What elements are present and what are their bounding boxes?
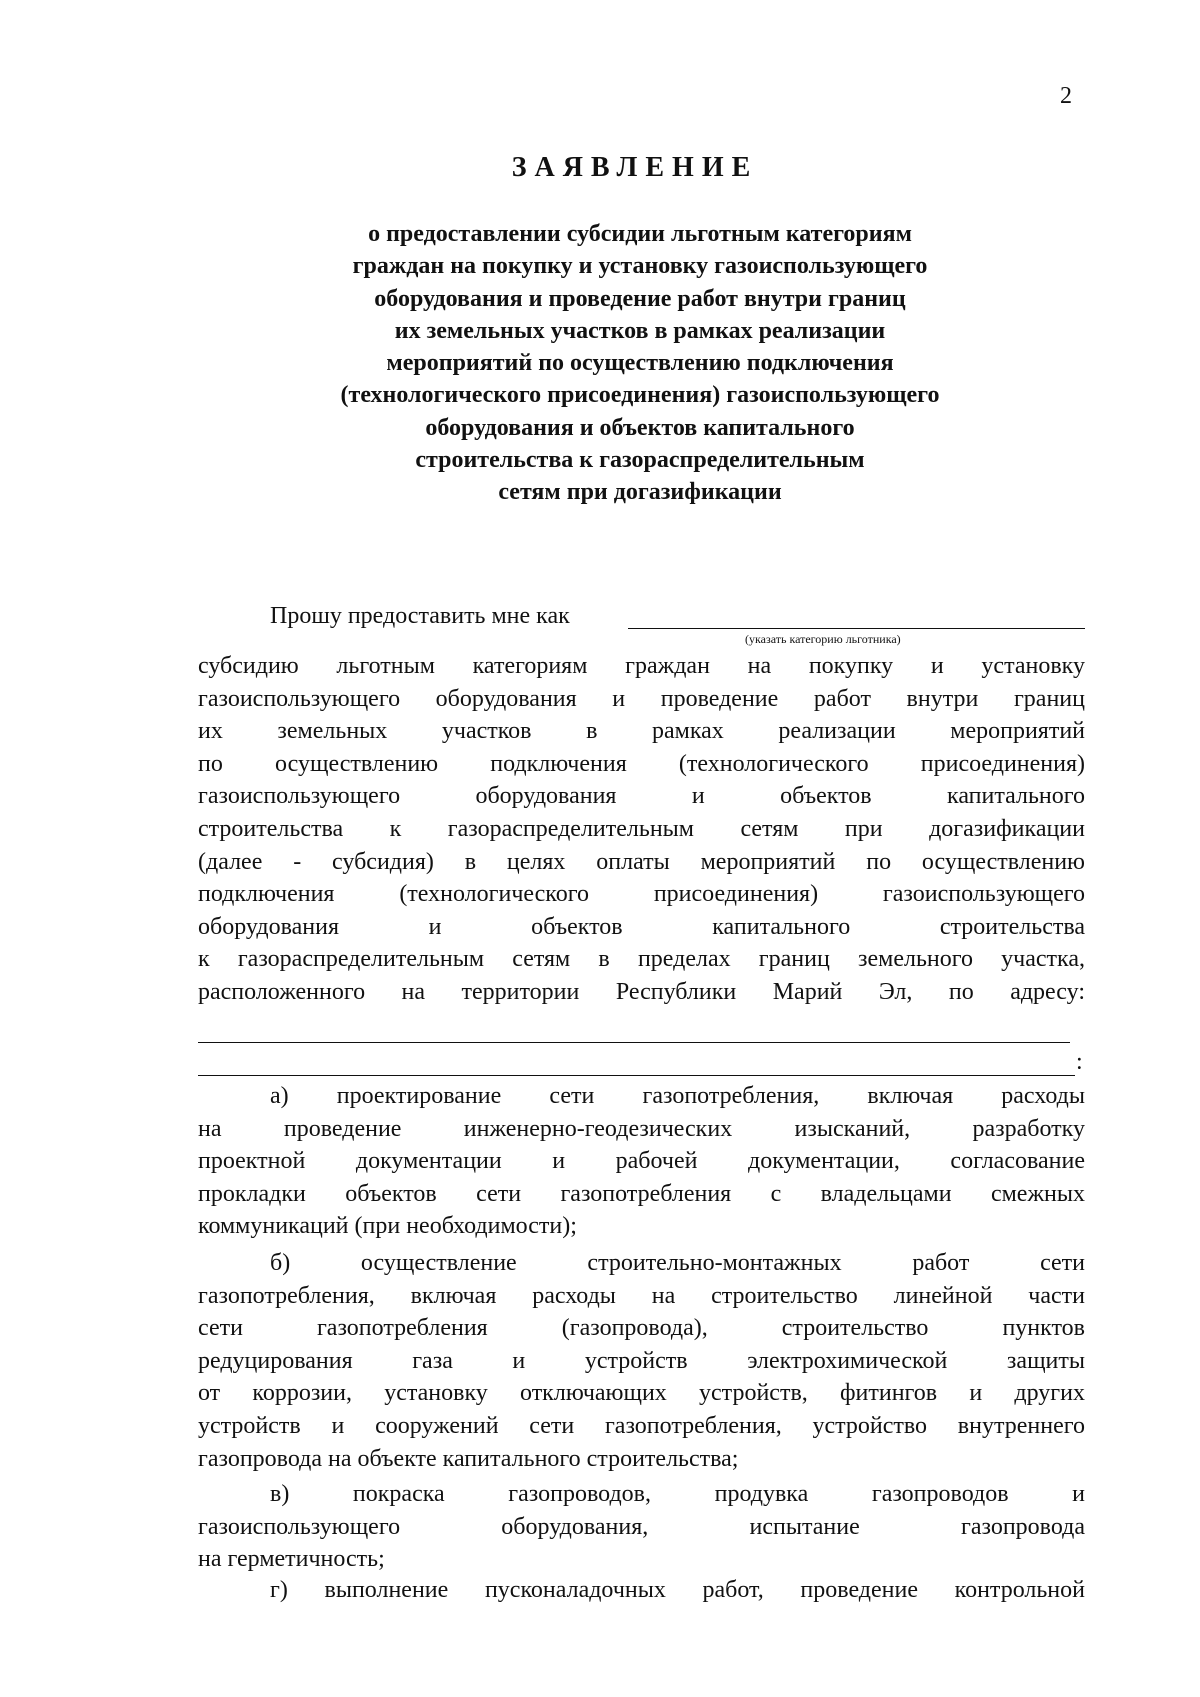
request-lead-text: Прошу предоставить мне как [270,603,570,629]
list-line: газоиспользующего оборудования, испытание газопровода [198,1513,1085,1540]
subtitle-line: их земельных участков в рамках реализации [394,317,886,344]
category-hint: (указать категорию льготника) [745,632,901,646]
address-colon: : [1076,1049,1083,1075]
main-paragraph [198,650,1085,1009]
category-blank-field[interactable] [628,628,1085,629]
document-title: ЗАЯВЛЕНИЕ [511,152,759,183]
subtitle-line: о предоставлении субсидии льготным категориям [368,221,912,247]
paragraph-line: (далее - субсидия) в целях оплаты мероприятий по осуществлению [198,848,1085,875]
list-line: устройств и сооружений сети газопотребления, устройство внутреннего [198,1412,1085,1439]
list-line: б) осуществление строительно-монтажных работ сети [270,1250,1085,1276]
document-subtitle [200,218,1080,509]
list-line: газопровода на объекте капитального строительства; [198,1445,739,1472]
address-blank-field[interactable] [198,1075,1075,1076]
paragraph-line: оборудования и объектов капитального строительства [198,913,1085,940]
list-item-b [198,1247,1085,1475]
subtitle-line: граждан на покупку и установку газоиспользующего [352,253,928,280]
list-line: в) покраска газопроводов, продувка газопроводов и [270,1481,1085,1507]
paragraph-line: их земельных участков в рамках реализации мероприятий [198,718,1085,745]
subtitle-line: строительства к газораспределительным [415,447,865,474]
paragraph-line: газоиспользующего оборудования и проведение работ внутри границ [198,685,1085,712]
list-item-c [198,1478,1085,1576]
subtitle-line: оборудования и проведение работ внутри границ [374,285,906,312]
request-row [270,602,1085,632]
paragraph-line: к газораспределительным сетям в пределах границ земельного участка, [198,946,1085,973]
page-number: 2 [1060,83,1072,109]
list-item-a [198,1080,1085,1243]
paragraph-line: расположенного на территории Республики Марий Эл, по адресу: [198,978,1085,1005]
list-line: коммуникаций (при необходимости); [198,1213,577,1240]
list-line: редуцирования газа и устройств электрохимической защиты [198,1347,1085,1374]
list-item-d [198,1574,1085,1607]
list-line: а) проектирование сети газопотребления, включая расходы [270,1083,1085,1109]
list-line: газопотребления, включая расходы на строительство линейной части [198,1282,1085,1309]
paragraph-line: строительства к газораспределительным сетям при догазификации [198,815,1085,842]
list-line: от коррозии, установку отключающих устройств, фитингов и других [198,1380,1085,1407]
list-line: на герметичность; [198,1546,385,1573]
paragraph-line: субсидию льготным категориям граждан на покупку и установку [198,653,1085,679]
list-line: прокладки объектов сети газопотребления с владельцами смежных [198,1180,1085,1207]
list-line: проектной документации и рабочей документации, согласование [198,1148,1085,1175]
subtitle-line: сетям при догазификации [498,479,782,506]
list-line: на проведение инженерно-геодезических изысканий, разработку [198,1115,1085,1142]
paragraph-line: подключения (технологического присоединения) газоиспользующего [198,881,1085,908]
list-line: г) выполнение пусконаладочных работ, проведение контрольной [270,1577,1085,1603]
paragraph-line: по осуществлению подключения (технологического присоединения) [198,750,1085,777]
subtitle-line: (технологического присоединения) газоиспользующего [340,382,940,409]
subtitle-line: оборудования и объектов капитального [425,414,855,441]
list-line: сети газопотребления (газопровода), строительство пунктов [198,1315,1085,1342]
subtitle-line: мероприятий по осуществлению подключения [386,350,894,377]
address-blank-field[interactable] [198,1042,1070,1043]
paragraph-line: газоиспользующего оборудования и объектов капитального [198,783,1085,810]
